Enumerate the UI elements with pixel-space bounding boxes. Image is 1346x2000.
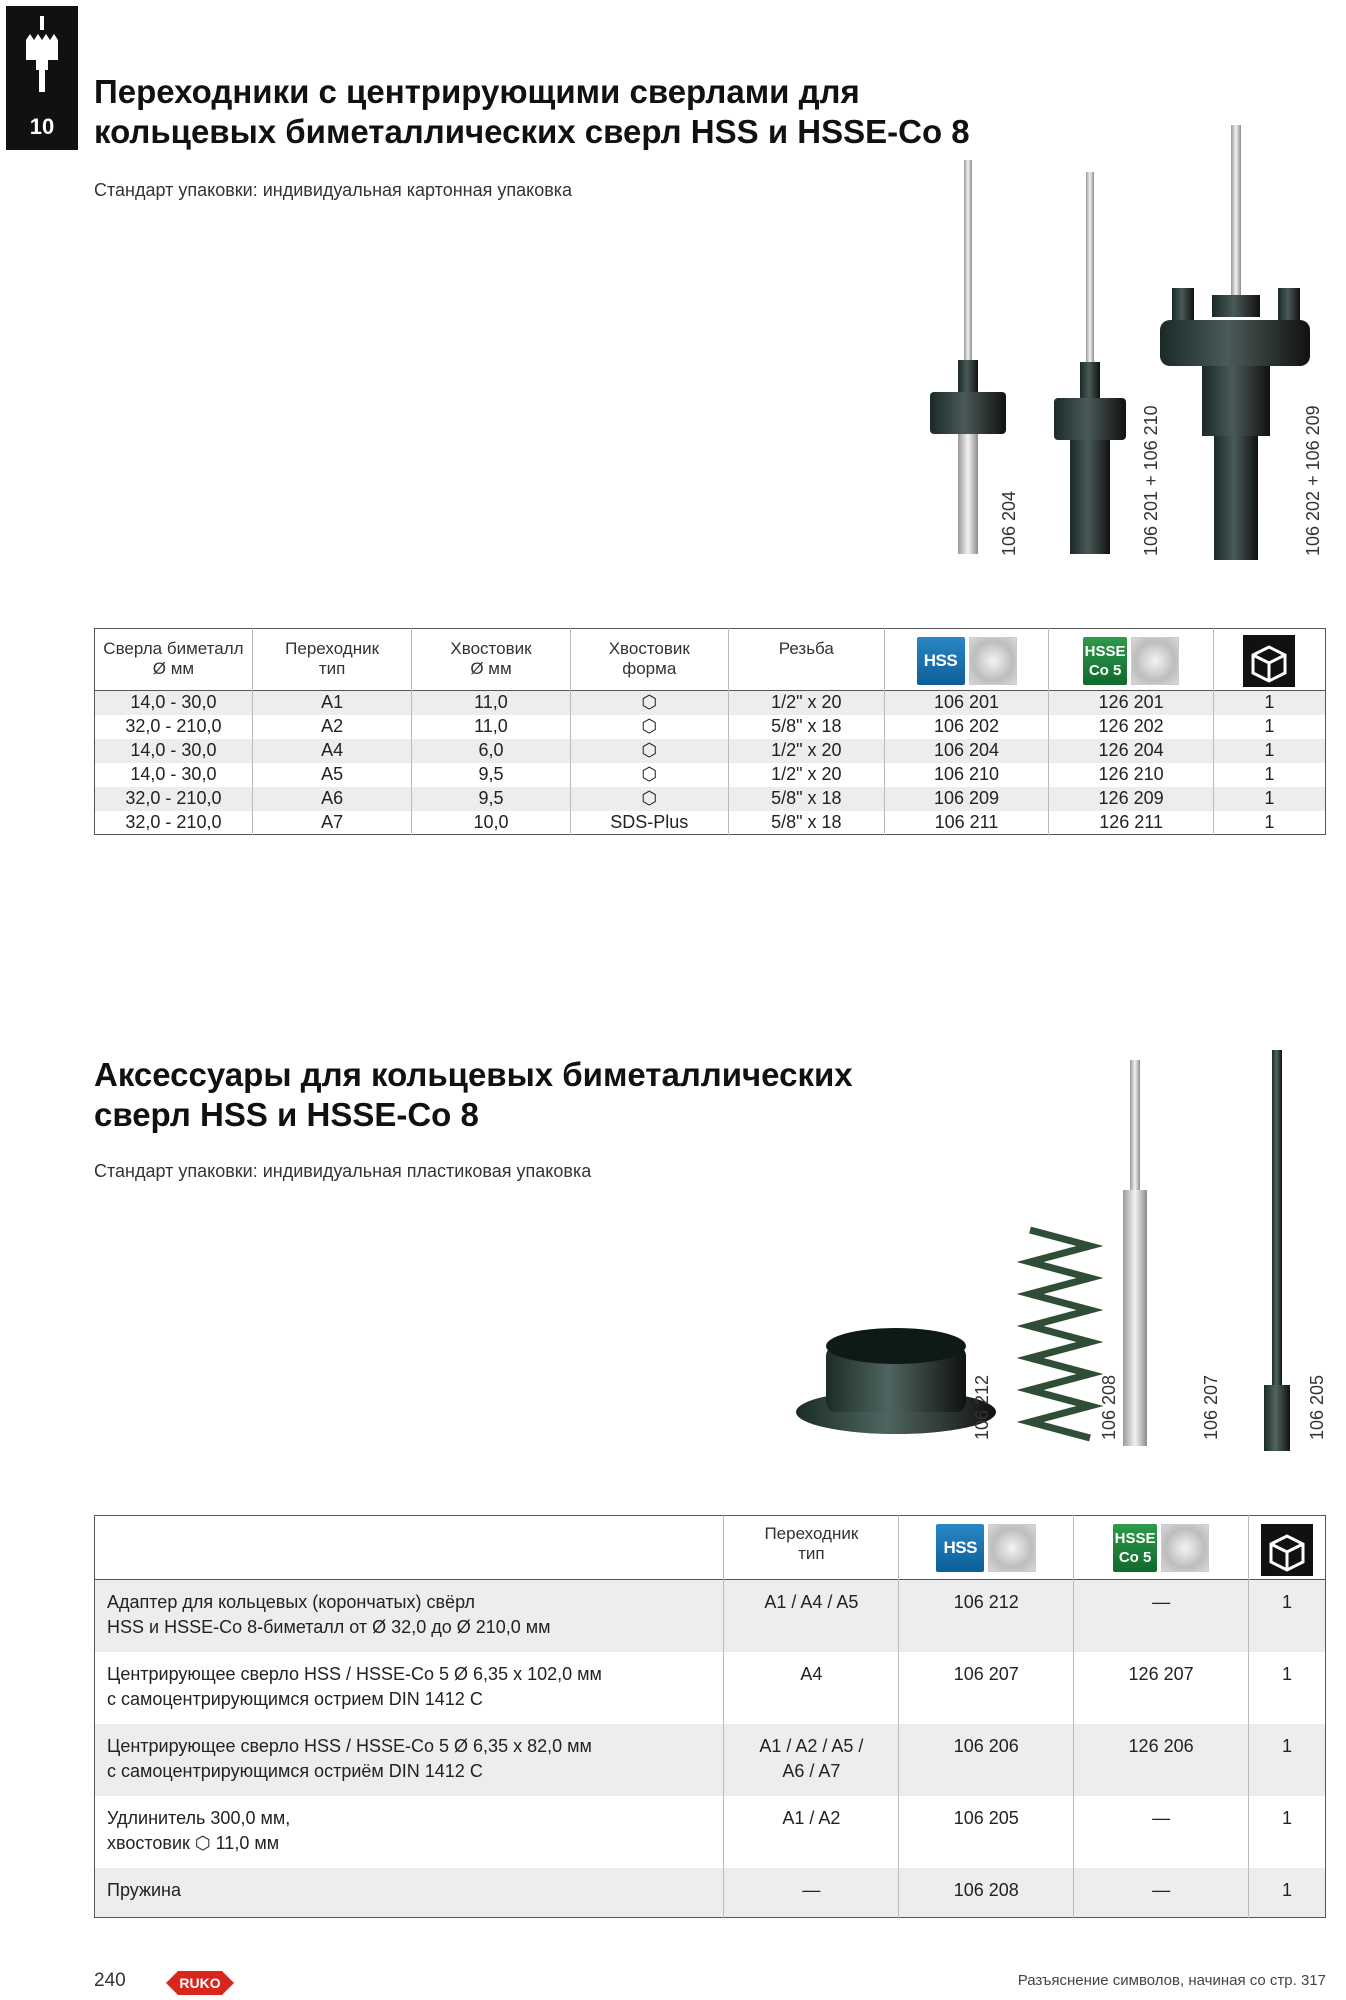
table-row: Пружина — 106 208 — 1	[95, 1868, 1326, 1918]
col-shank-form: Хвостовик форма	[570, 629, 728, 691]
table-row: 14,0 - 30,0 A4 6,0 ⬡ 1/2" x 20 106 204 126 204 1	[95, 739, 1326, 763]
col-hss	[884, 629, 1049, 691]
col-drill: Сверла биметалл Ø мм	[103, 639, 244, 678]
section1-packaging: Стандарт упаковки: индивидуальная картонная упаковка	[94, 180, 573, 200]
chapter-number: 10	[29, 114, 55, 139]
chapter-tab	[6, 6, 78, 150]
svg-text:RUKO: RUKO	[179, 1975, 221, 1991]
col-pack	[1213, 629, 1325, 691]
col-description	[95, 1516, 724, 1580]
photo-label-4: 106 212	[972, 1374, 992, 1440]
table-row: 32,0 - 210,0 A6 9,5 ⬡ 5/8" x 18 106 209 126 209 1	[95, 787, 1326, 811]
symbols-note: Разъяснение символов, начиная со стр. 317	[1017, 1972, 1326, 1989]
section1-title-line2: кольцевых биметаллических сверл HSS и HSSE-Co 8	[94, 113, 970, 150]
photo-label-2: 106 201 + 106 210	[1141, 405, 1161, 556]
col-hss	[899, 1516, 1074, 1580]
photo-label-7: 106 205	[1307, 1374, 1327, 1440]
hss-badge: HSS	[917, 637, 965, 685]
section1-title-line1: Переходники с центрирующими сверлами для	[94, 73, 860, 110]
col-hsse	[1074, 1516, 1249, 1580]
finish-swatch	[969, 637, 1017, 685]
section2-packaging: Стандарт упаковки: индивидуальная пластиковая упаковка	[94, 1161, 592, 1181]
hss-badge: HSS	[936, 1524, 984, 1572]
adapter-photos	[920, 120, 1340, 565]
finish-swatch	[1161, 1524, 1209, 1572]
table-row: Центрирующее сверло HSS / HSSE-Co 5 Ø 6,35 x 82,0 мм с самоцентрирующимся остриём DIN 1412 C A1 / A2 / A5 / A6 / A7 106 206 126 206 1	[95, 1724, 1326, 1796]
col-type: Переходник тип	[252, 629, 411, 691]
table-row: 32,0 - 210,0 A7 10,0 SDS-Plus 5/8" x 18 106 211 126 211 1	[95, 811, 1326, 835]
table-row: Удлинитель 300,0 мм, хвостовик ⬡ 11,0 мм A1 / A2 106 205 — 1	[95, 1796, 1326, 1868]
table-row: 14,0 - 30,0 A5 9,5 ⬡ 1/2" x 20 106 210 126 210 1	[95, 763, 1326, 787]
col-pack	[1249, 1516, 1326, 1580]
table-row: Центрирующее сверло HSS / HSSE-Co 5 Ø 6,35 x 102,0 мм с самоцентрирующимся острием DIN 1412 C A4 106 207 126 207 1	[95, 1652, 1326, 1724]
photo-label-5: 106 208	[1099, 1374, 1119, 1440]
photo-label-3: 106 202 + 106 209	[1303, 405, 1323, 556]
adapters-table	[94, 628, 1326, 835]
section2-title	[94, 1055, 853, 1135]
finish-swatch	[1131, 637, 1179, 685]
section1-title	[94, 72, 970, 152]
hsse-badge: HSSE Co 5	[1113, 1524, 1157, 1572]
finish-swatch	[988, 1524, 1036, 1572]
col-thread: Резьба	[728, 629, 884, 691]
table-row: 14,0 - 30,0 A1 11,0 ⬡ 1/2" x 20 106 201 126 201 1	[95, 691, 1326, 715]
table-row: Адаптер для кольцевых (корончатых) свёрл HSS и HSSE-Co 8-биметалл от Ø 32,0 до Ø 210,0 мм A1 / A4 / A5 106 212 — 1	[95, 1580, 1326, 1652]
package-box-icon	[1261, 1524, 1313, 1576]
hsse-badge: HSSE Co 5	[1083, 637, 1127, 685]
page-number: 240	[94, 1970, 126, 1991]
accessories-table	[94, 1515, 1326, 1918]
accessory-photos	[790, 1050, 1340, 1455]
col-hsse	[1049, 629, 1214, 691]
ruko-logo	[164, 1968, 236, 1998]
section2-title-line1: Аксессуары для кольцевых биметаллических	[94, 1056, 853, 1093]
col-shank-dia: Хвостовик Ø мм	[412, 629, 570, 691]
col-adapter-type: Переходник тип	[724, 1516, 899, 1580]
photo-label-6: 106 207	[1201, 1374, 1221, 1440]
table-row: 32,0 - 210,0 A2 11,0 ⬡ 5/8" x 18 106 202 126 202 1	[95, 715, 1326, 739]
photo-label-1: 106 204	[999, 490, 1019, 556]
hole-saw-icon	[22, 16, 62, 96]
section2-title-line2: сверл HSS и HSSE-Co 8	[94, 1096, 479, 1133]
package-box-icon	[1243, 635, 1295, 687]
